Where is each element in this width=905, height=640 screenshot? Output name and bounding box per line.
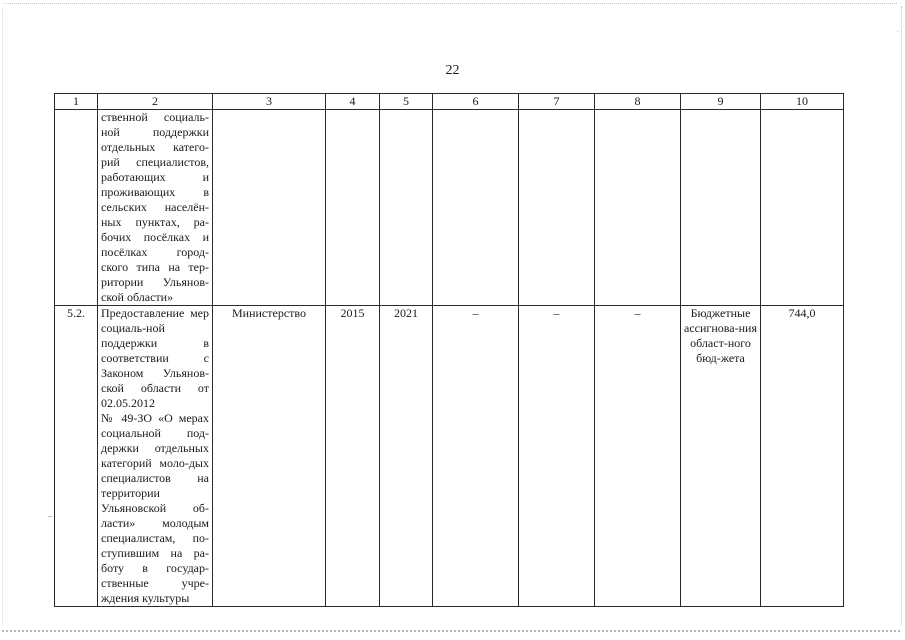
- description-cell: [98, 306, 213, 607]
- header-cell: 9: [681, 94, 761, 110]
- table-cell: [326, 110, 380, 306]
- description-cell: ственной социаль-ной поддержки отдельных катего-рий специалистов, работающих и проживающих в сельских населён-ных пунктах, ра-бочих посёлках и посёлках город-ского типа на тер-ритории Ульянов-ской области»: [98, 110, 213, 306]
- header-cell: 3: [213, 94, 326, 110]
- dash-cell: –: [519, 306, 595, 607]
- scan-border-right: [900, 6, 902, 626]
- header-cell: 6: [433, 94, 519, 110]
- scan-border-left: [2, 8, 4, 626]
- header-cell: 7: [519, 94, 595, 110]
- dash-cell: –: [433, 306, 519, 607]
- header-cell: 2: [98, 94, 213, 110]
- table-cell: [681, 110, 761, 306]
- table-cell: [761, 110, 844, 306]
- funding-source-cell: Бюджетные ассигнова-ния област-ного бюд-жета: [681, 306, 761, 607]
- table-cell: [380, 110, 433, 306]
- table-cell: [519, 110, 595, 306]
- table-cell: [55, 110, 98, 306]
- page-number: 22: [445, 63, 460, 78]
- header-cell: 1: [55, 94, 98, 110]
- header-cell: 4: [326, 94, 380, 110]
- scan-artifact: ·: [896, 26, 899, 36]
- executor-cell: Министерство: [213, 306, 326, 607]
- table-cell: [213, 110, 326, 306]
- description-part: № 49-ЗО «О мерах социальной под-держки отдельных категорий моло-дых специалистов на территории Ульяновской об-ласти» молодым специалистам, по-ступившим на ра-боту в государ-ственные учре-ждения культуры: [101, 411, 209, 605]
- table-cell: [433, 110, 519, 306]
- table-row: [55, 306, 844, 607]
- scan-border-top: [4, 3, 897, 5]
- program-table: [54, 93, 844, 607]
- description-part: Предоставление мер социаль-ной поддержки в соответствии с Законом Ульянов-ской области от 02.05.2012: [101, 306, 209, 410]
- row-number: 5.2.: [55, 306, 98, 607]
- dash-cell: –: [595, 306, 681, 607]
- scan-border-bottom: [2, 630, 900, 634]
- end-year-cell: 2021: [380, 306, 433, 607]
- table-cell: [595, 110, 681, 306]
- amount-cell: 744,0: [761, 306, 844, 607]
- header-cell: 10: [761, 94, 844, 110]
- header-row: [55, 94, 844, 110]
- header-cell: 8: [595, 94, 681, 110]
- scan-artifact: [48, 516, 52, 517]
- table-row: [55, 110, 844, 306]
- header-cell: 5: [380, 94, 433, 110]
- start-year-cell: 2015: [326, 306, 380, 607]
